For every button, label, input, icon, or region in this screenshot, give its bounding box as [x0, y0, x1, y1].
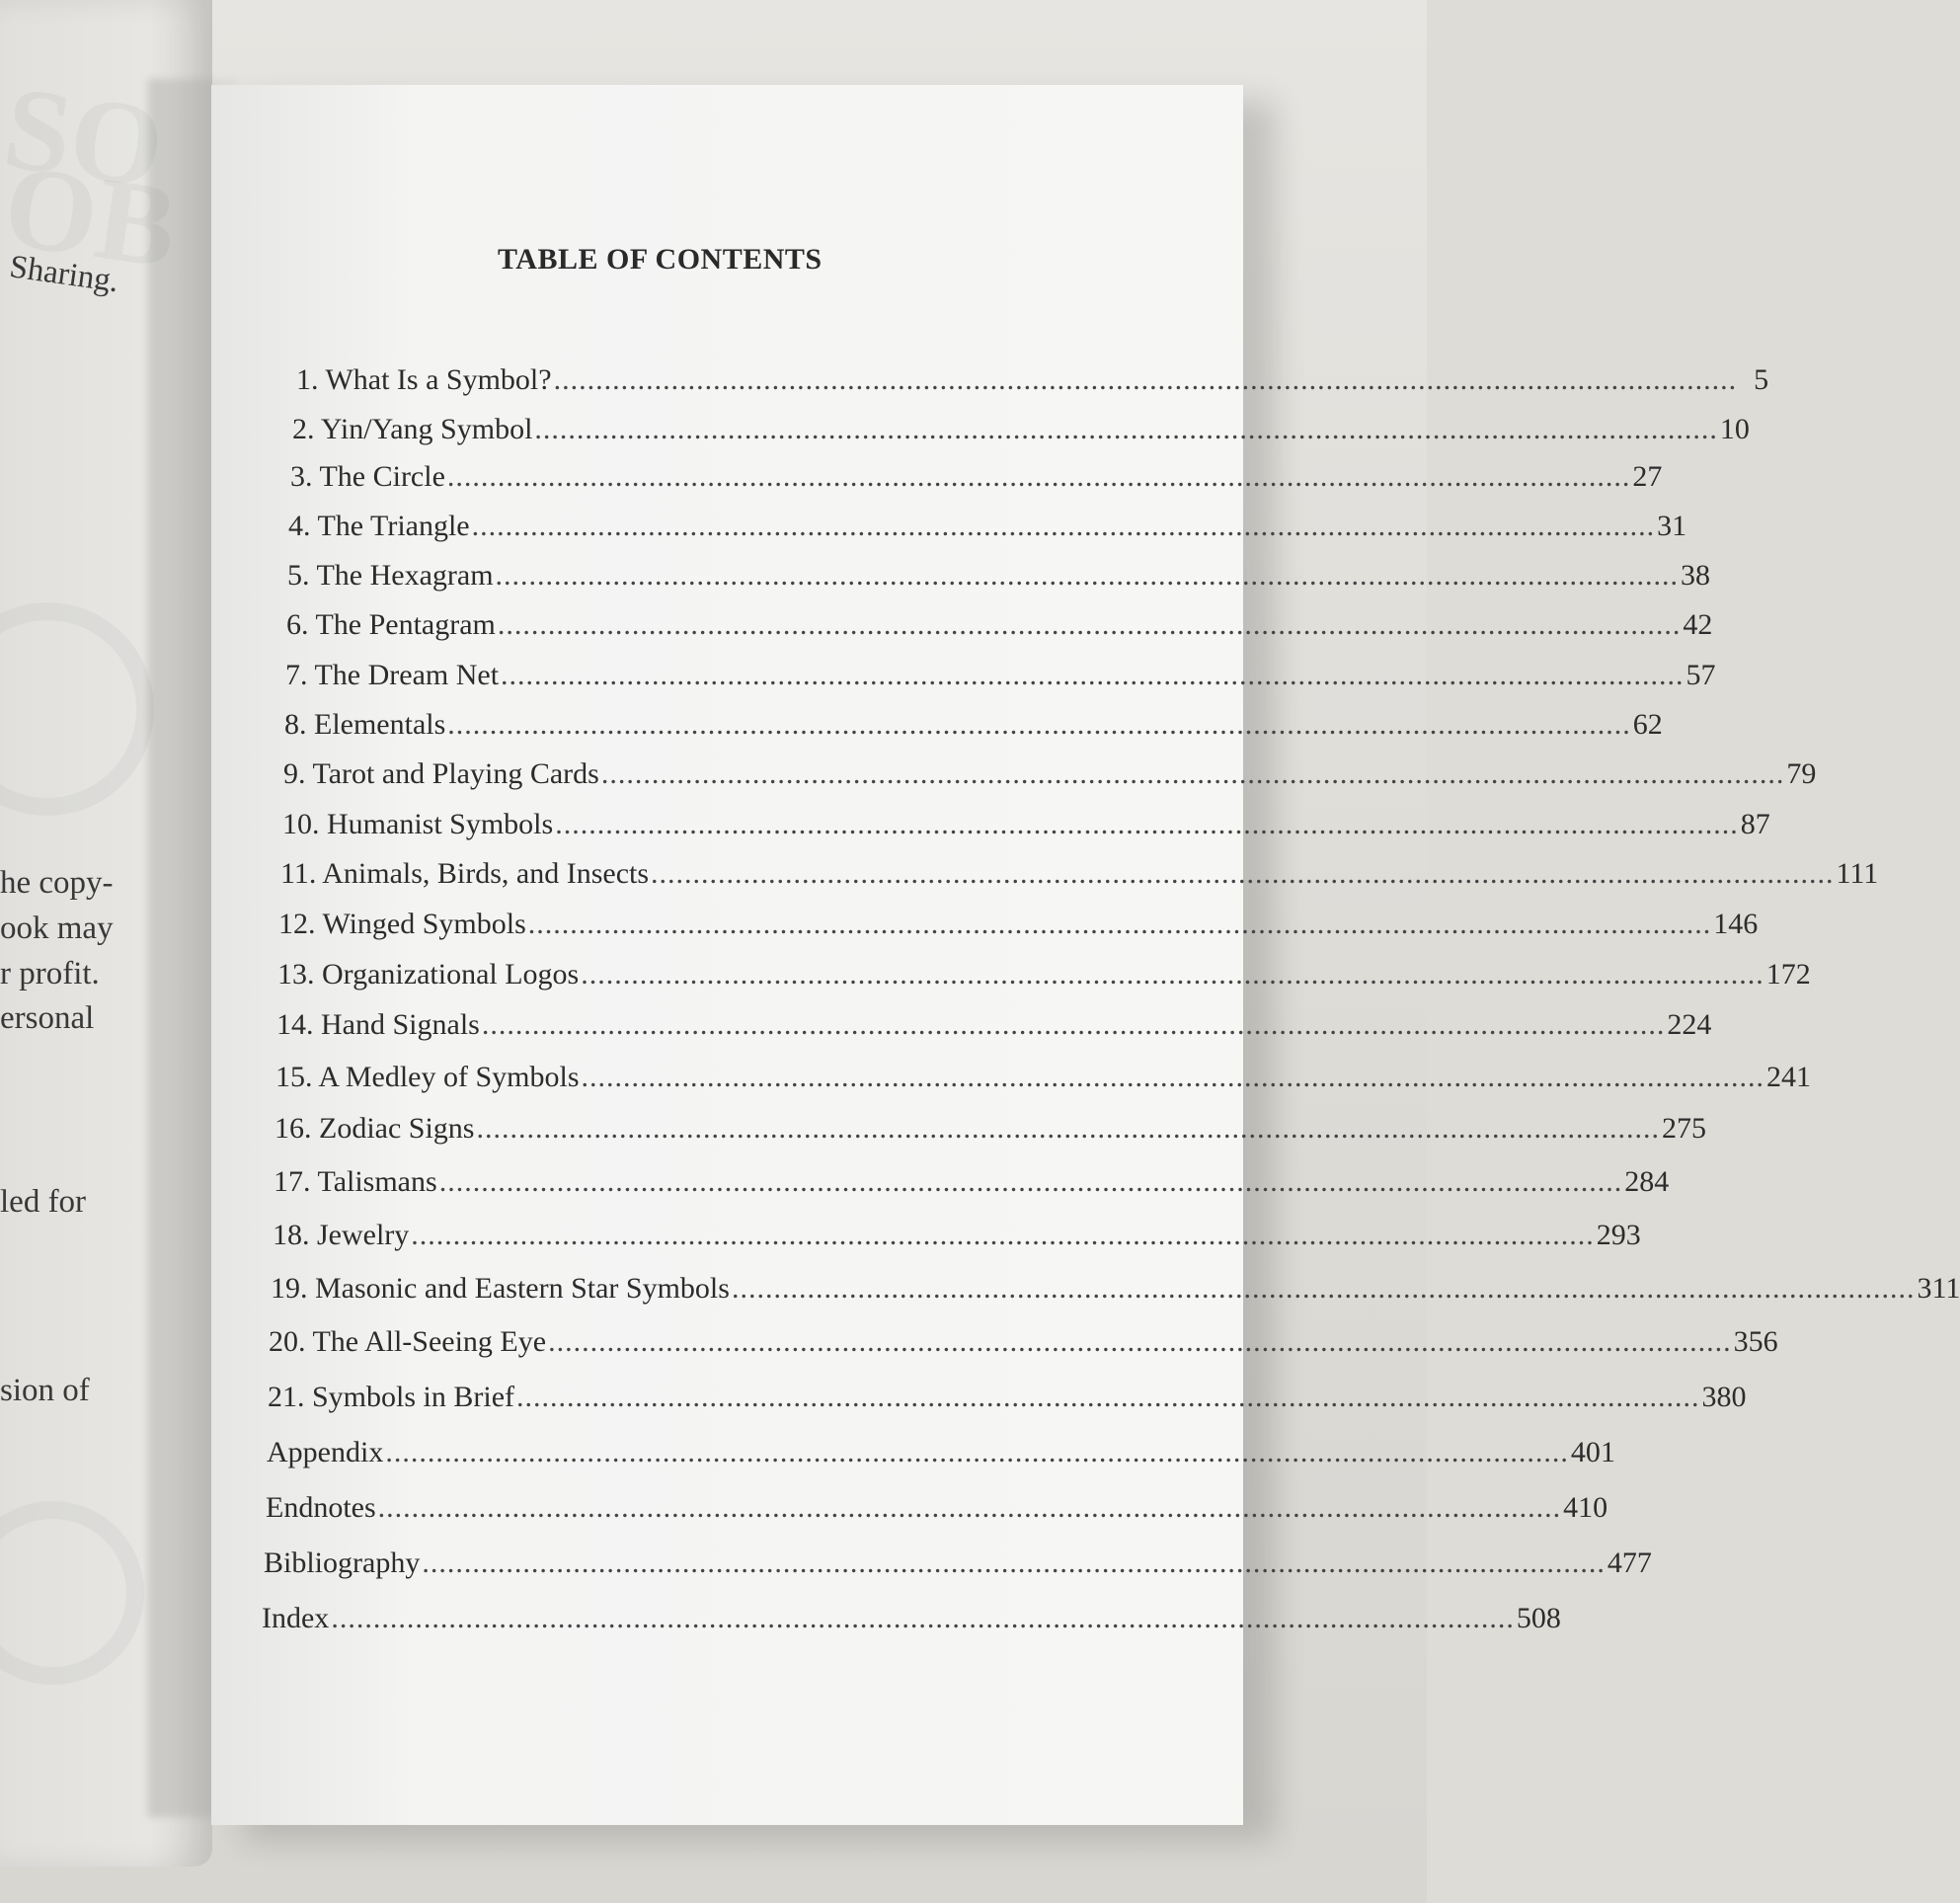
bleed-through-emblem: [0, 602, 154, 816]
toc-entry-page: 79: [1786, 757, 1817, 790]
toc-entry: [290, 458, 1663, 496]
toc-entry-page: 356: [1733, 1325, 1778, 1358]
dot-leader: .............................................................................................................................................: [555, 808, 1739, 840]
toc-entry-label: 3. The Circle: [290, 460, 445, 493]
toc-entry: [267, 1434, 1615, 1471]
dot-leader: .............................................................................................................................................: [438, 1165, 1623, 1198]
toc-entry-page: 224: [1667, 1008, 1712, 1041]
toc-entry-page: 5: [1754, 363, 1769, 396]
toc-entry-page: 31: [1657, 510, 1687, 542]
toc-entry-page: 410: [1563, 1491, 1608, 1524]
toc-entry: [285, 657, 1716, 694]
toc-entry-label: 20. The All-Seeing Eye: [269, 1325, 547, 1358]
toc-entry-label: Appendix: [267, 1436, 384, 1468]
toc-entry-page: 87: [1740, 808, 1770, 840]
toc-entry-label: 4. The Triangle: [288, 510, 470, 542]
toc-entry: [292, 411, 1750, 448]
dot-leader: .............................................................................................................................................: [548, 1325, 1732, 1358]
toc-entry-page: 380: [1701, 1381, 1747, 1413]
toc-entry-page: 172: [1765, 958, 1811, 991]
dot-leader: .............................................................................................................................................: [476, 1112, 1660, 1145]
toc-entry: [274, 1163, 1670, 1201]
toc-entry: [284, 706, 1663, 744]
toc-entry: [274, 1110, 1706, 1148]
dot-leader: .............................................................................................................................................: [534, 413, 1718, 445]
toc-entry: [277, 956, 1811, 993]
toc-entry: [276, 1006, 1712, 1044]
toc-entry-page: 111: [1836, 857, 1879, 890]
dot-leader: .............................................................................................................................................: [600, 757, 1785, 790]
toc-entry-page: 42: [1683, 608, 1713, 641]
dot-leader: .............................................................................................................................................: [527, 908, 1712, 940]
toc-entry-label: 13. Organizational Logos: [277, 958, 580, 991]
toc-entry-label: 11. Animals, Birds, and Insects: [280, 857, 650, 890]
toc-entry-page: 508: [1516, 1602, 1561, 1634]
toc-entry: [278, 906, 1759, 943]
dot-leader: .............................................................................................................................................: [651, 857, 1835, 890]
toc-entry-label: 12. Winged Symbols: [278, 908, 526, 940]
toc-entry-label: 19. Masonic and Eastern Star Symbols: [271, 1272, 730, 1305]
toc-entry-page: 27: [1632, 460, 1663, 493]
dot-leader: .............................................................................................................................................: [471, 510, 1656, 542]
right-page: [211, 85, 1960, 1825]
toc-entry-label: 8. Elementals: [284, 708, 446, 741]
dot-leader: .............................................................................................................................................: [553, 363, 1738, 396]
toc-entry: [268, 1379, 1747, 1416]
table-of-contents: [211, 85, 1960, 1825]
toc-entry-label: 9. Tarot and Playing Cards: [283, 757, 599, 790]
toc-entry: [288, 508, 1687, 545]
left-page-line: sion of: [0, 1373, 90, 1408]
dot-leader: .............................................................................................................................................: [447, 708, 1631, 741]
toc-entry: [280, 855, 1879, 893]
toc-entry-page: 311: [1917, 1272, 1960, 1305]
toc-entry-label: 14. Hand Signals: [276, 1008, 480, 1041]
toc-entry-page: 10: [1719, 413, 1750, 445]
dot-leader: .............................................................................................................................................: [495, 559, 1680, 592]
toc-entry-page: 284: [1624, 1165, 1670, 1198]
toc-entry-label: 7. The Dream Net: [285, 659, 500, 691]
toc-entry: [262, 1600, 1561, 1637]
toc-entry-label: 6. The Pentagram: [286, 608, 496, 641]
dot-leader: .............................................................................................................................................: [411, 1219, 1595, 1251]
left-page-line: ook may: [0, 911, 114, 946]
dot-leader: .............................................................................................................................................: [497, 608, 1682, 641]
toc-entry-label: 18. Jewelry: [273, 1219, 410, 1251]
toc-entry-label: 5. The Hexagram: [287, 559, 494, 592]
left-page-line: he copy-: [0, 865, 114, 901]
toc-entry-label: 10. Humanist Symbols: [282, 808, 554, 840]
toc-entry: [269, 1323, 1778, 1361]
toc-entry-label: 17. Talismans: [274, 1165, 437, 1198]
dot-leader: .............................................................................................................................................: [731, 1272, 1916, 1305]
toc-entry-label: 21. Symbols in Brief: [268, 1381, 515, 1413]
left-page-line: ersonal: [0, 1000, 95, 1036]
toc-entry-label: 15. A Medley of Symbols: [275, 1061, 580, 1093]
left-page-line: led for: [0, 1184, 87, 1220]
toc-entry-page: 241: [1766, 1061, 1812, 1093]
dot-leader: .............................................................................................................................................: [377, 1491, 1562, 1524]
toc-entry-label: 2. Yin/Yang Symbol: [292, 413, 533, 445]
toc-entry: [282, 806, 1770, 843]
toc-entry: [286, 606, 1713, 644]
toc-entry-page: 293: [1596, 1219, 1641, 1251]
dot-leader: .............................................................................................................................................: [516, 1381, 1700, 1413]
dot-leader: .............................................................................................................................................: [331, 1602, 1515, 1634]
toc-entry-page: 275: [1662, 1112, 1706, 1145]
dot-leader: .............................................................................................................................................: [501, 659, 1685, 691]
left-page-line: r profit.: [0, 956, 100, 991]
dot-leader: .............................................................................................................................................: [481, 1008, 1666, 1041]
toc-entry-page: 146: [1713, 908, 1759, 940]
page-title: TABLE OF CONTENTS: [498, 243, 823, 276]
toc-entry: [283, 755, 1817, 793]
dot-leader: .............................................................................................................................................: [581, 1061, 1765, 1093]
toc-entry: [296, 361, 1769, 399]
toc-entry-page: 401: [1570, 1436, 1615, 1468]
toc-entry-label: Bibliography: [264, 1546, 421, 1579]
toc-entry-page: 62: [1632, 708, 1663, 741]
toc-entry: [275, 1059, 1812, 1096]
toc-entry: [287, 557, 1711, 595]
toc-entry-label: Endnotes: [266, 1491, 376, 1524]
dot-leader: .............................................................................................................................................: [385, 1436, 1569, 1468]
toc-entry-label: 16. Zodiac Signs: [274, 1112, 475, 1145]
dot-leader: .............................................................................................................................................: [581, 958, 1764, 991]
dot-leader: .............................................................................................................................................: [422, 1546, 1606, 1579]
toc-entry-label: Index: [262, 1602, 330, 1634]
toc-entry: [266, 1489, 1608, 1527]
toc-entry: [271, 1270, 1960, 1308]
toc-entry-page: 477: [1607, 1546, 1652, 1579]
toc-entry-label: 1. What Is a Symbol?: [296, 363, 552, 396]
toc-entry: [273, 1217, 1641, 1254]
dot-leader: .............................................................................................................................................: [446, 460, 1631, 493]
toc-entry-page: 38: [1681, 559, 1711, 592]
toc-entry-page: 57: [1686, 659, 1716, 691]
bleed-through-emblem: [0, 1501, 144, 1685]
toc-entry: [264, 1545, 1652, 1582]
left-page-line: Sharing.: [7, 249, 121, 300]
